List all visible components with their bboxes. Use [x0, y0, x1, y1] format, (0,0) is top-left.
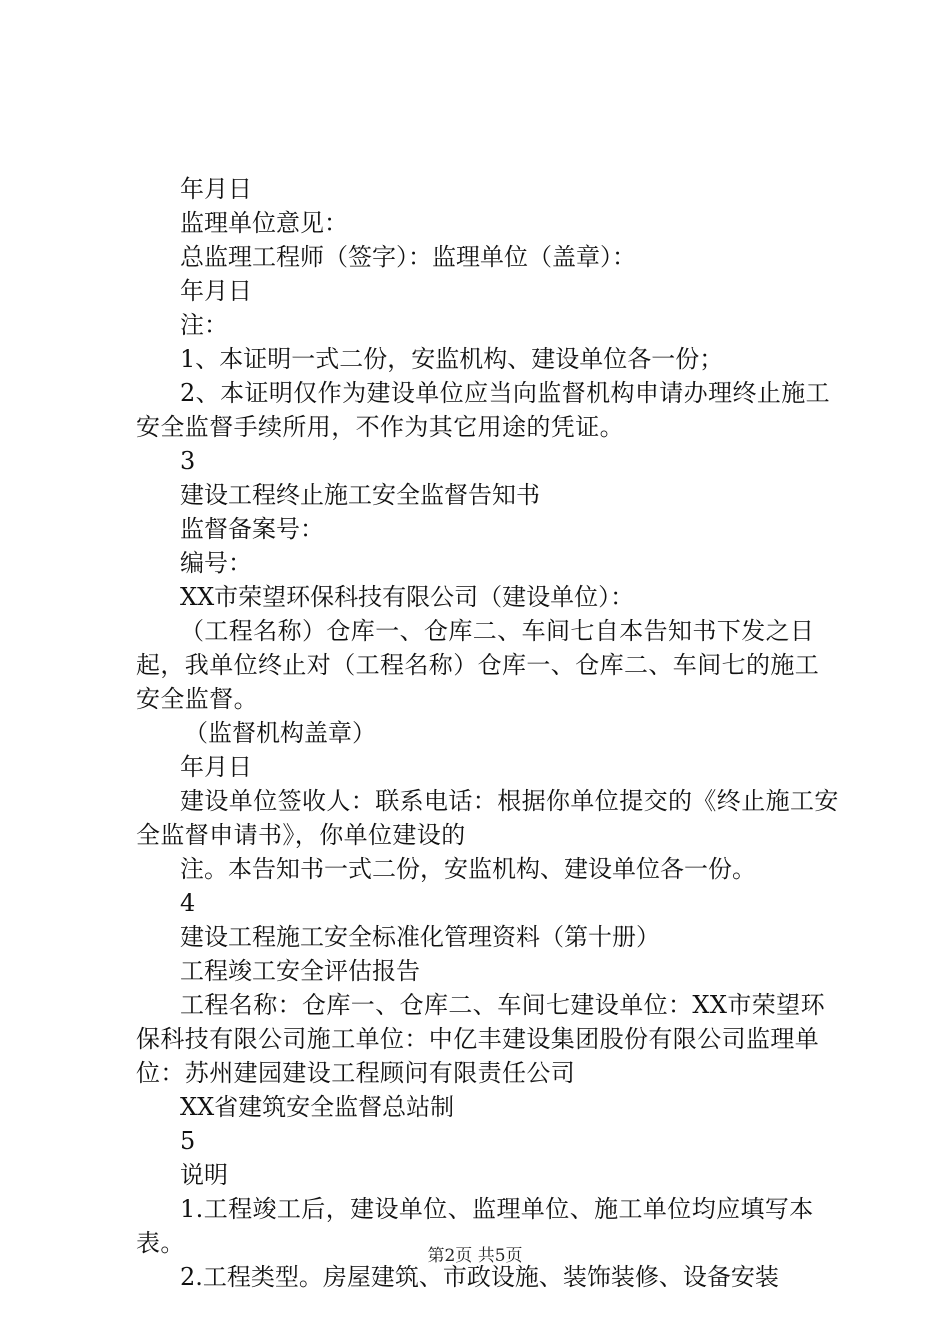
- signature-line: 总监理工程师（签字）：监理单位（盖章）：: [180, 243, 636, 271]
- supervision-opinion-label: 监理单位意见：: [180, 209, 348, 237]
- document-body: [136, 172, 840, 1294]
- note-item-2: 2、本证明仅作为建设单位应当向监督机构申请办理终止施工安全监督手续所用，不作为其它用途的凭证。: [136, 379, 831, 441]
- receipt-paragraph: 建设单位签收人：联系电话：根据你单位提交的《终止施工安全监督申请书》，你单位建设的: [136, 787, 839, 849]
- date-line-2: 年月日: [180, 277, 252, 305]
- section-number-3: 3: [180, 447, 196, 475]
- agency-seal-line: （监督机构盖章）: [184, 719, 376, 747]
- volume-title: 建设工程施工安全标准化管理资料（第十册）: [180, 923, 660, 951]
- record-number-label: 监督备案号：: [180, 515, 324, 543]
- date-line-1: 年月日: [180, 175, 252, 203]
- serial-number-label: 编号：: [180, 549, 252, 577]
- section-number-5: 5: [180, 1127, 196, 1155]
- issuer-line: XX省建筑安全监督总站制: [180, 1093, 455, 1121]
- notice-note: 注。本告知书一式二份，安监机构、建设单位各一份。: [180, 855, 756, 883]
- report-title: 工程竣工安全评估报告: [180, 957, 420, 985]
- page-footer: 第2页 共5页: [427, 1246, 523, 1266]
- note-item-1: 1、本证明一式二份，安监机构、建设单位各一份；: [180, 345, 724, 373]
- section-number-4: 4: [180, 889, 196, 917]
- instruction-item-2: 2.工程类型。房屋建筑、市政设施、装饰装修、设备安装: [180, 1263, 779, 1291]
- project-info-paragraph: 工程名称：仓库一、仓库二、车间七建设单位：XX市荣望环保科技有限公司施工单位：中亿丰建设集团股份有限公司监理单位：苏州建园建设工程顾问有限责任公司: [136, 991, 825, 1087]
- instruction-item-1: 1.工程竣工后，建设单位、监理单位、施工单位均应填写本表。: [136, 1195, 814, 1257]
- addressee-line: XX市荣望环保科技有限公司（建设单位）：: [180, 583, 635, 611]
- note-label: 注：: [180, 311, 228, 339]
- notice-paragraph: （工程名称）仓库一、仓库二、车间七自本告知书下发之日起，我单位终止对（工程名称）仓库一、仓库二、车间七的施工安全监督。: [136, 617, 820, 713]
- instructions-title: 说明: [180, 1161, 228, 1189]
- date-line-3: 年月日: [180, 753, 252, 781]
- notice-title: 建设工程终止施工安全监督告知书: [180, 481, 540, 509]
